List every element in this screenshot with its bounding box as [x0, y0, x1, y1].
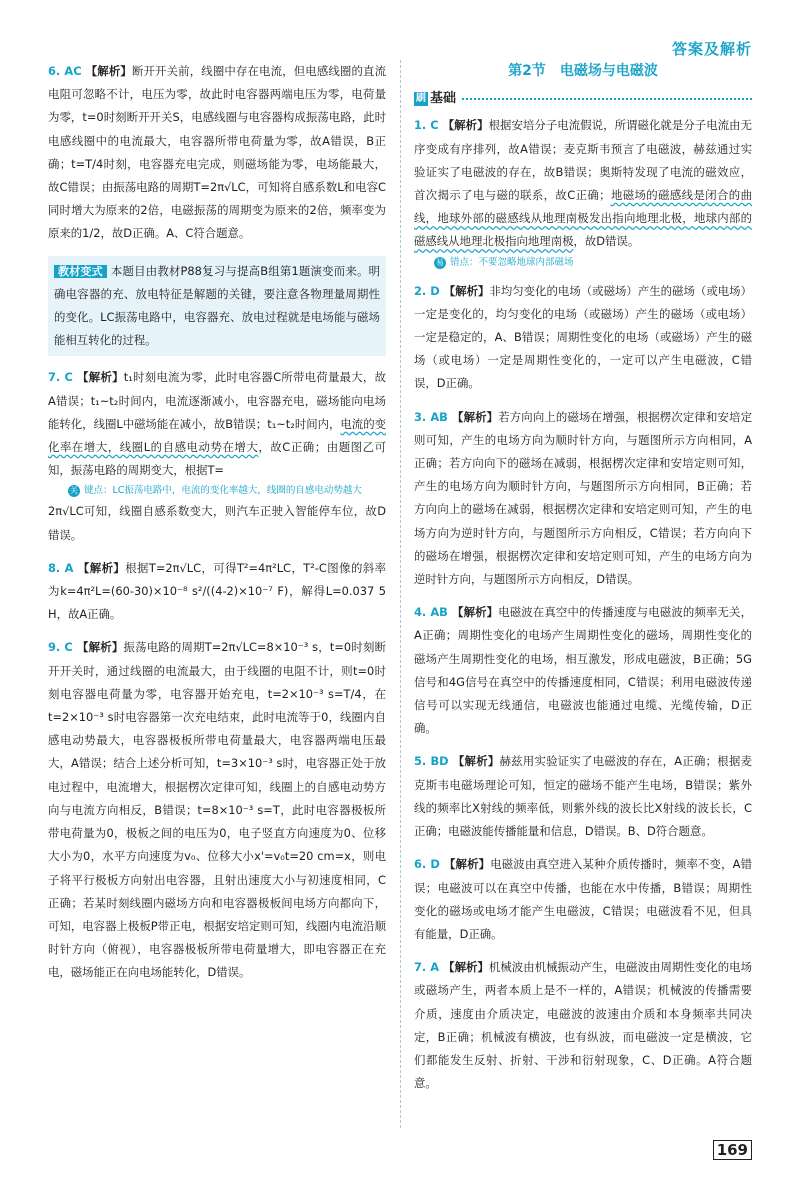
- answer-text-cont: ，故D错误。: [573, 234, 640, 249]
- key-point-tip: [68, 484, 386, 498]
- analysis-tag: 【解析】: [77, 560, 126, 575]
- answer-number: 4. AB: [414, 605, 448, 620]
- answer-r4: [414, 601, 752, 740]
- wavy-underlined-text: 地磁场的磁感线是闭合的曲线，地球外部的磁感线从地理南极发出指向地理北极，地球内部的磁感线从地理北极指向地理南极: [414, 188, 752, 249]
- answer-r2: [414, 280, 752, 396]
- column-divider: [400, 60, 401, 1128]
- answer-text: 振荡电路的周期T=2π√LC=8×10⁻³ s，t=0时刻断开开关时，通过线圈的电流最大，由于线圈的电阻不计，则t=0时刻电容器电荷量为零，电容器开始充电，t=2×10⁻³ s=T/4，在t=2×10⁻³ s时电容器第一次充电结束，此时电流等于0，线圈内自感电动势最大，电容器极板所带电荷量最大，电容器两端电压最大，A错误；结合上述分析可知，t=3×10⁻³ s时，电容器正处于放电过程中，电流增大，根据楞次定律可知，线圈上的自感电动势方向与电流方向相反，B错误；t=8×10⁻³ s=T，此时电容器极板所带电荷量为0，极板之间的电压为0，电子竖直方向速度为0、位移大小为0，水平方向速度为v₀、位移大小x'=v₀t=20 cm=x，则电子将平行极板方向射出电容器，且射出速度大小与初速度相同，C正确；若某时刻线圈内磁场方向和电容器极板间电场方向都向下，可知，电容器上极板P带正电，根据安培定则可知，线圈内电流沿顺时针方向（俯视），电容器极板所带电荷量增大，即电容器正在充电，磁场能正在向电场能转化，D错误。: [48, 640, 386, 980]
- analysis-tag: 【解析】: [451, 409, 499, 424]
- answer-7: [48, 366, 386, 546]
- answer-text: 机械波由机械振动产生，电磁波由周期性变化的电场或磁场产生，两者本质上是不一样的，A错误；机械波的传播需要介质，速度由介质决定，电磁波的波速由介质和本身频率共同决定，B正确；机械波有横波，也有纵波，而电磁波一定是横波，它们都能发生反射、折射、干涉和衍射现象，C、D正确。A符合题意。: [414, 960, 752, 1091]
- answer-text: 根据安培分子电流假说，所谓磁化就是分子电流由无序变成有序排列，故A错误；麦克斯韦预言了电磁波，赫兹通过实验证实了电磁波的存在，故B错误；奥斯特发现了电流的磁效应，首次揭示了电与磁的联系，故C正确；: [414, 118, 752, 203]
- note-badge: 教材变式: [54, 265, 107, 278]
- analysis-tag: 【解析】: [76, 640, 124, 655]
- answer-number: 7. A: [414, 960, 440, 975]
- basic-badge: 刷: [416, 92, 426, 104]
- left-column: [48, 60, 386, 995]
- answer-8: [48, 557, 386, 627]
- answer-number: 6. AC: [48, 64, 82, 78]
- answer-r6: [414, 853, 752, 946]
- answer-number: 1. C: [414, 118, 439, 133]
- analysis-tag: 【解析】: [85, 64, 132, 78]
- answer-r3: [414, 406, 752, 592]
- answer-number: 3. AB: [414, 409, 448, 424]
- analysis-tag: 【解析】: [451, 605, 499, 620]
- answer-r7: [414, 956, 752, 1095]
- analysis-tag: 【解析】: [76, 370, 124, 385]
- analysis-tag: 【解析】: [452, 754, 500, 769]
- key-point-icon: 关: [70, 486, 78, 496]
- analysis-tag: 【解析】: [443, 283, 490, 298]
- section-title: 第2节 电磁场与电磁波: [508, 63, 658, 79]
- page-number: 169: [713, 1140, 752, 1160]
- answer-text-cont: ，故C正确；由题图乙可知，振荡电路的周期变大，根据T=: [48, 440, 386, 478]
- answer-text: 电磁波由真空进入某种介质传播时，频率不变，A错误；电磁波可以在真空中传播，也能在水中传播，B错误；周期性变化的磁场或电场才能产生电磁波，C错误；电磁波看不见，但具有能量，D正确。: [414, 857, 752, 941]
- answer-text: 根据T=2π√LC，可得T²=4π²LC，T²-C图像的斜率为k=4π²L=(60-30)×10⁻⁸ s²/((4-2)×10⁻⁷ F)，解得L=0.037 5 H，故A正确。: [48, 560, 386, 622]
- answer-number: 9. C: [48, 640, 73, 655]
- analysis-tag: 【解析】: [443, 960, 489, 975]
- answer-text-cont: 2π√LC可知，线圈自感系数变大，则汽车正驶入智能停车位，故D错误。: [48, 504, 386, 542]
- answer-9: [48, 636, 386, 984]
- answer-text: 电磁波在真空中的传播速度与电磁波的频率无关，A正确；周期性变化的电场产生周期性变化的磁场，周期性变化的磁场产生周期性变化的电场，相互激发，形成电磁波，B正确；5G信号和4G信号在真空中的传播速度相同，C错误；利用电磁波传递信号可以实现无线通信，电磁波也能通过电缆、光缆传输，D正确。: [414, 605, 752, 736]
- answer-number: 2. D: [414, 283, 440, 298]
- basic-label: 基础: [430, 91, 457, 107]
- answer-number: 6. D: [414, 857, 440, 872]
- analysis-tag: 【解析】: [443, 857, 491, 872]
- answer-text: 若方向向上的磁场在增强，根据楞次定律和安培定则可知，产生的电场方向为顺时针方向，与题图所示方向相同，A正确；若方向向下的磁场在减弱，根据楞次定律和安培定则可知，产生的电场方向为顺时针方向，与题图所示方向相同，B正确；若方向向上的磁场在减弱，根据楞次定律和安培定则可知，产生的电场方向为逆时针方向，与题图所示方向相反，C错误；若方向向下的磁场在增强，根据楞次定律和安培定则可知，产生的电场方向为逆时针方向，与题图所示方向相反，D错误。: [414, 409, 752, 587]
- answer-text: 非均匀变化的电场（或磁场）产生的磁场（或电场）一定是变化的，均匀变化的电场（或磁场）产生的磁场（或电场）一定是稳定的，A、B错误；周期性变化的电场（或磁场）产生的磁场（或电场）一定是周期性变化的，一定可以产生电磁波，C错误，D正确。: [414, 283, 752, 391]
- dotted-rule: [462, 98, 752, 100]
- answer-number: 7. C: [48, 370, 73, 385]
- answer-number: 5. BD: [414, 754, 449, 769]
- answer-r1: [414, 114, 752, 269]
- error-point-tip: [434, 256, 752, 270]
- tip-text: 键点：LC振荡电路中，电流的变化率越大，线圈的自感电动势越大: [84, 485, 362, 497]
- answer-text: 赫兹用实验证实了电磁波的存在，A正确；根据麦克斯韦电磁场理论可知，恒定的磁场不能产生电场，B错误；紫外线的频率比X射线的频率低，则紫外线的波长比X射线的波长长，C正确；电磁波能传播能量和信息，D错误。B、D符合题意。: [414, 754, 752, 839]
- header-title: 答案及解析: [671, 40, 752, 58]
- answer-number: 8. A: [48, 560, 74, 575]
- answer-r5: [414, 750, 752, 843]
- answer-text: t₁时刻电流为零，此时电容器C所带电荷量最大，故A错误；t₁~t₂时间内，电流逐渐减小，电容器充电，磁场能向电场能转化，线圈L中磁场能在减小，故B错误；t₁~t₂时间内，: [48, 370, 386, 431]
- right-column: [414, 60, 752, 1105]
- wavy-underlined-text: 电流的变化率在增大，线圈L的自感电动势在增大: [48, 416, 386, 455]
- textbook-variant-note: [48, 256, 386, 357]
- tip-text: 错点：不要忽略地球内部磁场: [450, 256, 574, 268]
- error-point-icon: 易: [436, 257, 444, 267]
- analysis-tag: 【解析】: [442, 118, 489, 133]
- basic-heading: [414, 87, 752, 110]
- answer-text: 断开开关前，线圈中存在电流，但电感线圈的直流电阻可忽略不计，电压为零，故此时电容器两端电压为零，电荷量为零，t=0时刻断开开关S，电感线圈与电容器构成振荡电路，此时电感线圈中的电流最大，电容器所带电荷量为零，故A错误，B正确；t=T/4时刻，电容器充电完成，则磁场能为零，电场能最大，故C错误；由振荡电路的周期T=2π√LC，可知将自感系数L和电容C同时增大为原来的2倍，电磁振荡的周期变为原来的2倍，频率变为原来的1/2，故D正确。A、C符合题意。: [48, 64, 386, 241]
- note-text: 本题目由教材P88复习与提高B组第1题演变而来。明确电容器的充、放电特征是解题的关键，要注意各物理量周期性的变化。LC振荡电路中，电容器充、放电过程就是电场能与磁场能相互转化的过程。: [54, 263, 380, 348]
- answer-6: [48, 60, 386, 246]
